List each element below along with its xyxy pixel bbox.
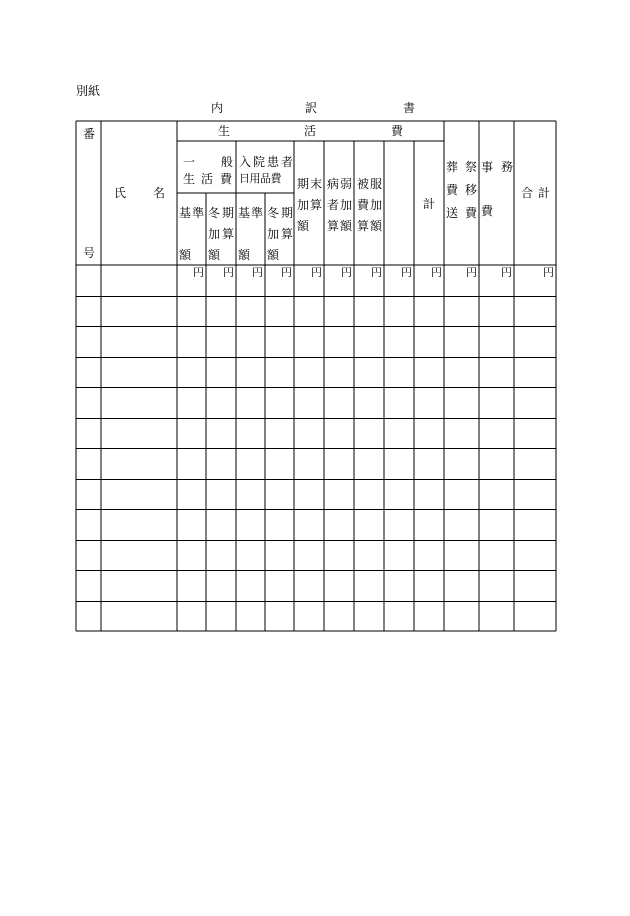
header-terminal-char-1: 期 [297,177,310,191]
unit-yen-label: 円 [371,266,382,279]
header-living-char-1: 生 [218,124,231,138]
header-winter1-char-2: 期 [222,206,235,220]
unit-yen-label: 円 [193,266,204,279]
header-sick-char-3: 者 [327,198,340,212]
header-subtotal: 計 [423,197,436,211]
header-clothing-char-5: 算 [357,219,370,233]
header-terminal-char-4: 算 [310,198,323,212]
header-winter2-char-5: 額 [267,248,280,262]
header-base1-char-3: 額 [179,248,192,262]
header-funeral-char-4: 移 [465,183,478,197]
unit-yen-label: 円 [543,266,554,279]
header-base2-char-2: 準 [251,206,264,220]
header-sick-char-6: 額 [340,219,353,233]
header-general-char-2: 般 [221,155,234,169]
header-funeral-char-1: 葬 [446,160,459,174]
header-base2-char-1: 基 [238,206,251,220]
title-char-3: 書 [403,101,416,115]
unit-yen-label: 円 [501,266,512,279]
header-terminal-char-3: 加 [297,198,310,212]
unit-yen-label: 円 [341,266,352,279]
header-office-char-2: 務 [501,160,514,174]
header-terminal-char-2: 末 [310,177,323,191]
header-sick-char-1: 病 [327,177,340,191]
header-funeral-char-2: 祭 [465,160,478,174]
header-clothing-char-6: 額 [370,219,383,233]
header-office-char-3: 費 [481,204,494,218]
header-inpatient-daily-goods: 日用品費 [239,172,281,185]
title-char-2: 訳 [305,101,318,115]
unit-yen-label: 円 [281,266,292,279]
header-number-char-2: 号 [83,246,96,260]
header-total-char-2: 計 [538,186,551,200]
header-general-char-4: 活 [201,172,214,186]
header-funeral-char-5: 送 [446,206,459,220]
header-number-char-1: 番 [83,127,96,141]
header-office-char-1: 事 [481,160,494,174]
header-clothing-char-1: 被 [357,177,370,191]
header-winter1-char-5: 額 [208,248,221,262]
header-inpatient-char-1: 入 [239,155,252,169]
header-winter2-char-4: 算 [281,227,294,241]
header-name-char-2: 名 [153,186,166,200]
header-total-char-1: 合 [521,186,534,200]
header-winter2-char-3: 加 [267,227,280,241]
unit-yen-label: 円 [311,266,322,279]
header-funeral-char-3: 費 [446,183,459,197]
header-funeral-char-6: 費 [465,206,478,220]
header-living-char-2: 活 [304,124,317,138]
header-living-char-3: 費 [391,124,404,138]
header-base1-char-1: 基 [179,206,192,220]
header-sick-char-2: 弱 [340,177,353,191]
header-name-char-1: 氏 [114,186,127,200]
header-winter1-char-1: 冬 [208,206,221,220]
header-clothing-char-3: 費 [357,198,370,212]
header-base1-char-2: 準 [192,206,205,220]
header-winter2-char-1: 冬 [267,206,280,220]
attachment-label: 別紙 [76,84,101,98]
header-inpatient-char-4: 者 [281,155,294,169]
header-terminal-char-5: 額 [297,219,310,233]
header-winter1-char-3: 加 [208,227,221,241]
unit-yen-label: 円 [431,266,442,279]
unit-yen-label: 円 [223,266,234,279]
header-sick-char-4: 加 [340,198,353,212]
header-general-char-1: 一 [183,155,196,169]
header-clothing-char-2: 服 [370,177,383,191]
header-general-char-5: 費 [220,172,233,186]
unit-yen-label: 円 [466,266,477,279]
header-sick-char-5: 算 [327,219,340,233]
title-char-1: 内 [211,101,224,115]
unit-yen-label: 円 [401,266,412,279]
header-winter1-char-4: 算 [222,227,235,241]
header-inpatient-char-2: 院 [253,155,266,169]
header-clothing-char-4: 加 [370,198,383,212]
unit-yen-label: 円 [252,266,263,279]
header-inpatient-char-3: 患 [267,155,280,169]
header-winter2-char-2: 期 [281,206,294,220]
header-base2-char-3: 額 [238,248,251,262]
header-general-char-3: 生 [183,172,196,186]
